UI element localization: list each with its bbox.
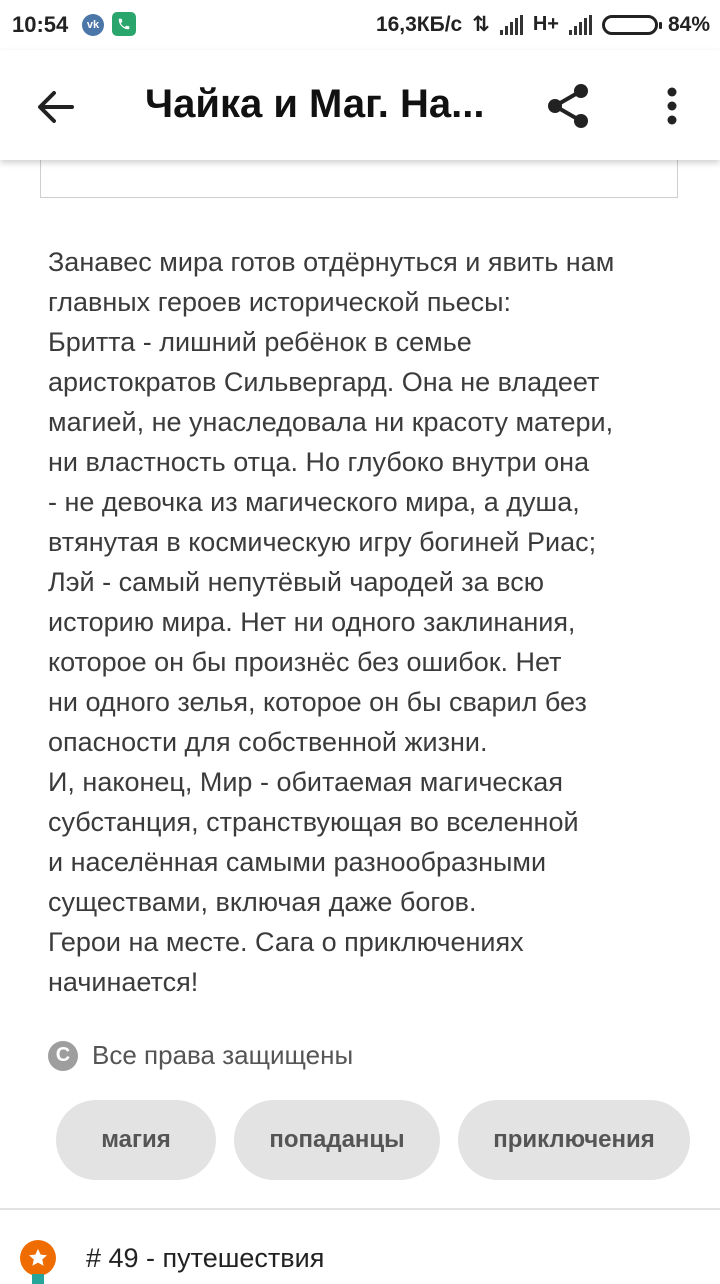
- star-medal-icon: [20, 1240, 56, 1276]
- app-bar: [0, 50, 720, 160]
- copyright-notice: [48, 1040, 353, 1071]
- divider: [0, 1208, 720, 1210]
- annotation-line: ни властность отца. Но глубоко внутри она: [48, 447, 590, 477]
- rating-row[interactable]: [20, 1240, 324, 1276]
- signal-icon: [500, 15, 523, 35]
- copyright-text: Все права защищены: [92, 1040, 354, 1070]
- annotation-line: субстанция, странствующая во вселенной: [48, 807, 579, 837]
- battery-percent: 84%: [667, 12, 710, 36]
- annotation-line: опасности для собственной жизни.: [48, 727, 488, 757]
- tag-chip-magic[interactable]: магия: [56, 1100, 216, 1180]
- annotation-line: главных героев исторической пьесы:: [48, 287, 512, 317]
- tag-chip-popadantsy[interactable]: попаданцы: [234, 1100, 440, 1180]
- annotation-line: магией, не унаследовала ни красоту матери,: [48, 407, 614, 437]
- book-annotation: [48, 242, 688, 1002]
- tag-chip-adventures[interactable]: приключения: [458, 1100, 690, 1180]
- share-icon: [543, 81, 593, 131]
- annotation-line: Бритта - лишний ребёнок в семье: [48, 327, 472, 357]
- annotation-line: существами, включая даже богов.: [48, 887, 477, 917]
- annotation-line: которое он бы произнёс без ошибок. Нет: [48, 647, 562, 677]
- status-time: 10:54: [12, 12, 69, 37]
- annotation-line: аристократов Сильвергард. Она не владеет: [48, 367, 600, 397]
- tag-list: [56, 1100, 690, 1180]
- network-speed: 16,3КБ/с: [375, 12, 463, 36]
- more-options-button[interactable]: [650, 78, 694, 134]
- annotation-line: Лэй - самый непутёвый чародей за всю: [48, 567, 544, 597]
- annotation-line: Герои на месте. Сага о приключениях: [48, 927, 524, 957]
- back-button[interactable]: [30, 82, 80, 132]
- signal-icon-2: [569, 15, 592, 35]
- status-bar: [0, 0, 720, 50]
- phone-icon: [112, 12, 136, 36]
- annotation-line: Занавес мира готов отдёрнуться и явить нам: [48, 247, 615, 277]
- annotation-line: ни одного зелья, которое он бы сварил без: [48, 687, 587, 717]
- network-type: H+: [532, 13, 559, 35]
- share-button[interactable]: [540, 78, 596, 134]
- battery-icon: [602, 15, 658, 35]
- annotation-line: - не девочка из магического мира, а душа,: [48, 487, 580, 517]
- arrow-left-icon: [36, 90, 74, 124]
- copyright-icon: C: [48, 1041, 78, 1071]
- more-vertical-icon: [666, 86, 678, 126]
- status-right: [376, 12, 710, 37]
- data-arrows-icon: ⇅: [472, 13, 490, 36]
- page-title: Чайка и Маг. На...: [145, 82, 485, 126]
- annotation-line: историю мира. Нет ни одного заклинания,: [48, 607, 576, 637]
- annotation-line: начинается!: [48, 967, 199, 997]
- annotation-line: и населённая самыми разнообразными: [48, 847, 547, 877]
- vk-icon: vk: [82, 14, 104, 36]
- rating-text: # 49 - путешествия: [86, 1242, 325, 1273]
- annotation-line: втянутая в космическую игру богиней Риас;: [48, 527, 597, 557]
- annotation-line: И, наконец, Мир - обитаемая магическая: [48, 767, 563, 797]
